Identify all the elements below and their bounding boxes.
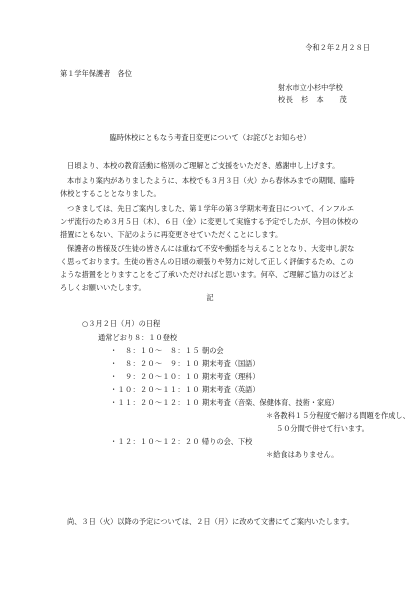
paragraph-exam-change: つきましては、先日ご案内しました、第１学年の第３学期末考査日について、インフルエンザ流行のため３月５日（木）、６日（金）に変更して実施する予定でしたが、今回の休校の措置にともない、下記のように再変更させていただくことにします。 [60,203,359,239]
schedule-list [110,347,410,463]
schedule-subheading: 通常どおり８：１０登校 [98,333,178,342]
schedule-time: ・１１：２０～１２：１０ [110,398,200,408]
schedule-row [110,438,410,451]
schedule-activity: 朝の会 [202,346,224,355]
schedule-time: ・ ８：１０～ ８：１５ [110,346,200,355]
paragraph-closure: 本市より案内がありましたように、本校でも３月３日（火）から春休みまでの期間、臨時休校とすることとなりました。 [60,175,355,198]
schedule-activity: 期末考査（国語） [202,359,260,369]
closing-paragraph: 尚、３日（火）以降の予定については、２日（月）に改めて文書にてご案内いたします。 [67,517,354,526]
schedule-time: ・ ９：２０～１０：１０ [110,372,200,382]
schedule-time: ・１０：２０～１１：１０ [110,385,200,395]
sender-school: 射水市立小杉中学校 [278,83,343,92]
schedule-activity: 期末考査（理科） [202,372,260,382]
sender-principal: 校長 杉 本 茂 [278,95,348,104]
schedule-activity: 期末考査（音楽、保健体育、技術・家庭） [202,398,339,408]
body-text [60,160,360,297]
schedule-time: ・ ８：２０～ ９：１０ [110,359,200,369]
schedule-note: ５０分間で併せて行います。 [276,424,369,434]
issue-date: 令和２年２月２８日 [305,43,370,52]
schedule-note: ＊給食はありません。 [266,449,339,459]
ki-heading: 記 [206,293,214,302]
schedule-time: ・１２：１０～１２：２０ [110,436,200,446]
closing-text [60,516,364,529]
document-title: 臨時休校にともなう考査日変更について（お詫びとお知らせ） [109,133,311,142]
schedule-note: ＊各教科１５分程度で解ける問題を作成し、 [266,411,410,421]
paragraph-greeting: 日頃より、本校の教育活動に格別のご理解とご支援をいただき、感謝申し上げます。 [67,161,340,170]
paragraph-apology: 保護者の皆様及び生徒の皆さんには重ねて不安や動揺を与えることとなり、大変申し訳なく思っております。生徒の皆さんの日頃の頑張りや努力に対して正しく評価するため、このような措置をとりますことをご了承いただければと思います。何卒、ご理解ご協力のほどよろしくお願いいたします。 [60,244,355,293]
recipient: 第１学年保護者 各位 [60,69,132,78]
schedule-activity: 帰りの会、下校 [202,436,253,446]
schedule-heading: ○３月２日（月）の日程 [82,319,161,328]
schedule-activity: 期末考査（英語） [202,385,260,395]
